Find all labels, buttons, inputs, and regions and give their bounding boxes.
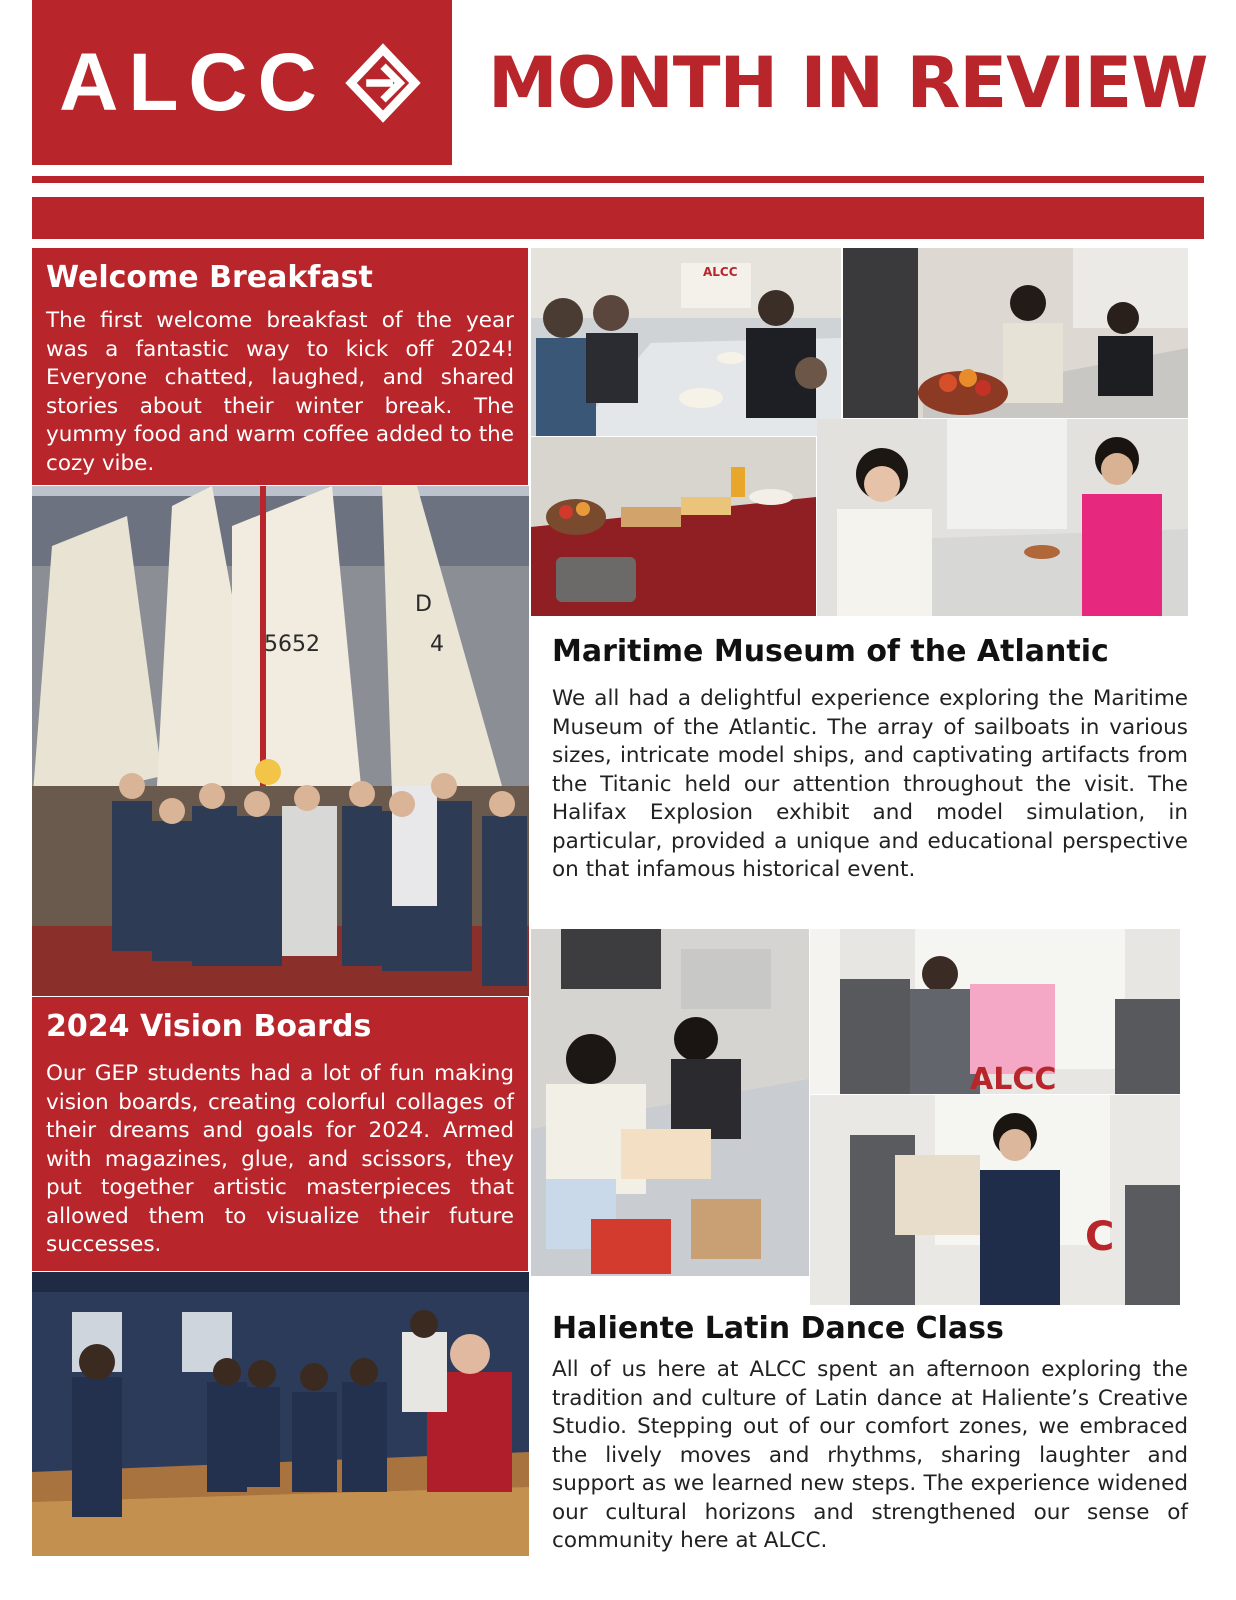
welcome-breakfast-body: The first welcome breakfast of the year was a fantastic way to kick off 2024! Everyone chatted, laughed, and shared stories about their winter break. The yummy food and warm coffee added to the cozy vibe.: [46, 308, 514, 476]
welcome-breakfast-panel: [32, 248, 528, 485]
breakfast-photo-fruit: [843, 248, 1188, 418]
alcc-diamond-icon: [341, 41, 425, 125]
latin-dance-section: [552, 1311, 1188, 1556]
maritime-museum-body: We all had a delightful experience exploring the Maritime Museum of the Atlantic. The array of sailboats in various sizes, intricate model ships, and captivating artifacts from the Titanic held our attention throughout the visit. The Halifax Explosion exhibit and model simulation, in particular, provided a unique and educational perspective on that infamous historical event.: [552, 686, 1188, 882]
latin-dance-body: All of us here at ALCC spent an afternoon exploring the tradition and culture of Latin dance at Haliente’s Creative Studio. Stepping out of our comfort zones, we embraced the lively moves and rhythms, sharing laughter and support as we learned new steps. The experience widened our cultural horizons and strengthened our sense of community here at ALCC.: [552, 1357, 1188, 1553]
vision-boards-panel: [32, 997, 528, 1271]
alcc-logo: [32, 0, 452, 165]
breakfast-photo-two-women: [817, 419, 1188, 616]
maritime-museum-heading: Maritime Museum of the Atlantic: [552, 634, 1109, 669]
vision-boards-heading: 2024 Vision Boards: [46, 1009, 372, 1044]
latin-dance-heading: Haliente Latin Dance Class: [552, 1311, 1004, 1346]
wall-sign-text: ALCC: [703, 265, 738, 279]
svg-text:C: C: [1085, 1214, 1115, 1260]
vision-board-photo-woman: [810, 1095, 1180, 1305]
welcome-breakfast-heading: Welcome Breakfast: [46, 260, 373, 295]
svg-text:ALCC: ALCC: [970, 1062, 1057, 1094]
breakfast-photo-food-table: [531, 437, 816, 616]
logo-text: ALCC: [59, 36, 327, 128]
header-rule-thin: [32, 176, 1204, 183]
maritime-museum-photo: [32, 486, 529, 996]
vision-board-photo-workshop: [531, 929, 809, 1276]
sail-number-4: 4: [430, 632, 444, 657]
page-title: MONTH IN REVIEW: [488, 42, 1208, 124]
vision-boards-body: Our GEP students had a lot of fun making vision boards, creating colorful collages of their dreams and goals for 2024. Armed with magazines, glue, and scissors, they put together artistic masterpieces that allowed them to visualize their future successes.: [46, 1061, 514, 1257]
sail-letter-d: D: [415, 592, 432, 617]
header-rule-thick: [32, 197, 1204, 239]
maritime-museum-section: [552, 634, 1188, 885]
latin-dance-photo: [32, 1272, 529, 1556]
vision-board-photo-man: [810, 929, 1180, 1094]
breakfast-photo-table: [531, 248, 841, 436]
sail-number-5652: 5652: [264, 632, 320, 657]
